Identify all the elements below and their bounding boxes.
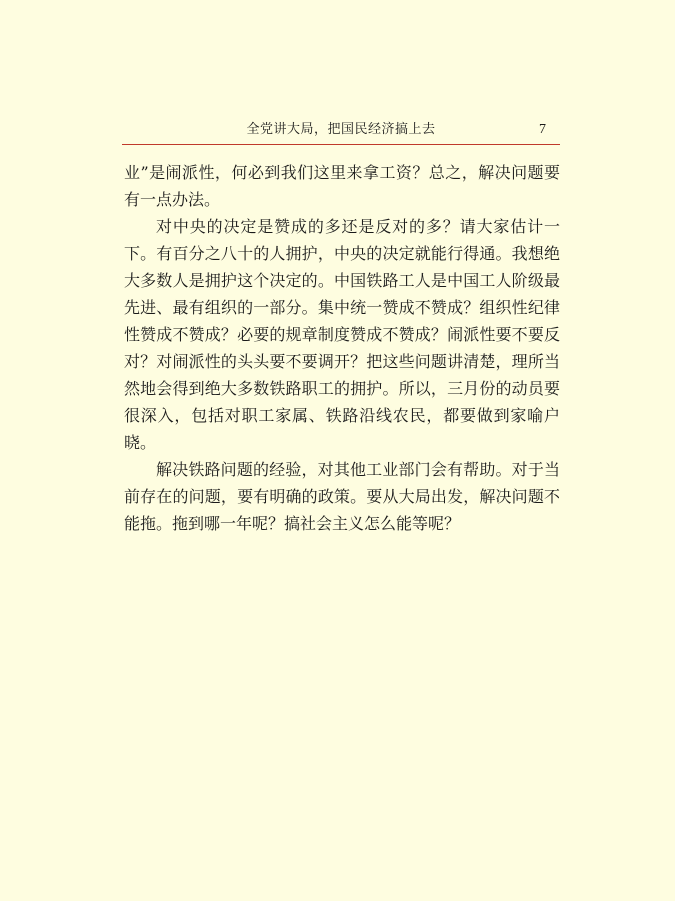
- body-text: [124, 159, 560, 537]
- paragraph: 对中央的决定是赞成的多还是反对的多？请大家估计一下。有百分之八十的人拥护，中央的决定就能行得通。我想绝大多数人是拥护这个决定的。中国铁路工人是中国工人阶级最先进、最有组织的一部分。集中统一赞成不赞成？组织性纪律性赞成不赞成？必要的规章制度赞成不赞成？闹派性要不要反对？对闹派性的头头要不要调开？把这些问题讲清楚，理所当然地会得到绝大多数铁路职工的拥护。所以，三月份的动员要很深入，包括对职工家属、铁路沿线农民，都要做到家喻户晓。: [124, 217, 560, 452]
- paragraph-continuation: 业”是闹派性，何必到我们这里来拿工资？总之，解决问题要有一点办法。: [124, 163, 560, 209]
- page-number: 7: [539, 122, 546, 137]
- chapter-title: 全党讲大局，把国民经济搞上去: [246, 122, 436, 137]
- header-divider: [122, 144, 560, 145]
- paragraph: 解决铁路问题的经验，对其他工业部门会有帮助。对于当前存在的问题，要有明确的政策。要从大局出发，解决问题不能拖。拖到哪一年呢？搞社会主义怎么能等呢？: [124, 460, 560, 533]
- running-header: [122, 120, 560, 142]
